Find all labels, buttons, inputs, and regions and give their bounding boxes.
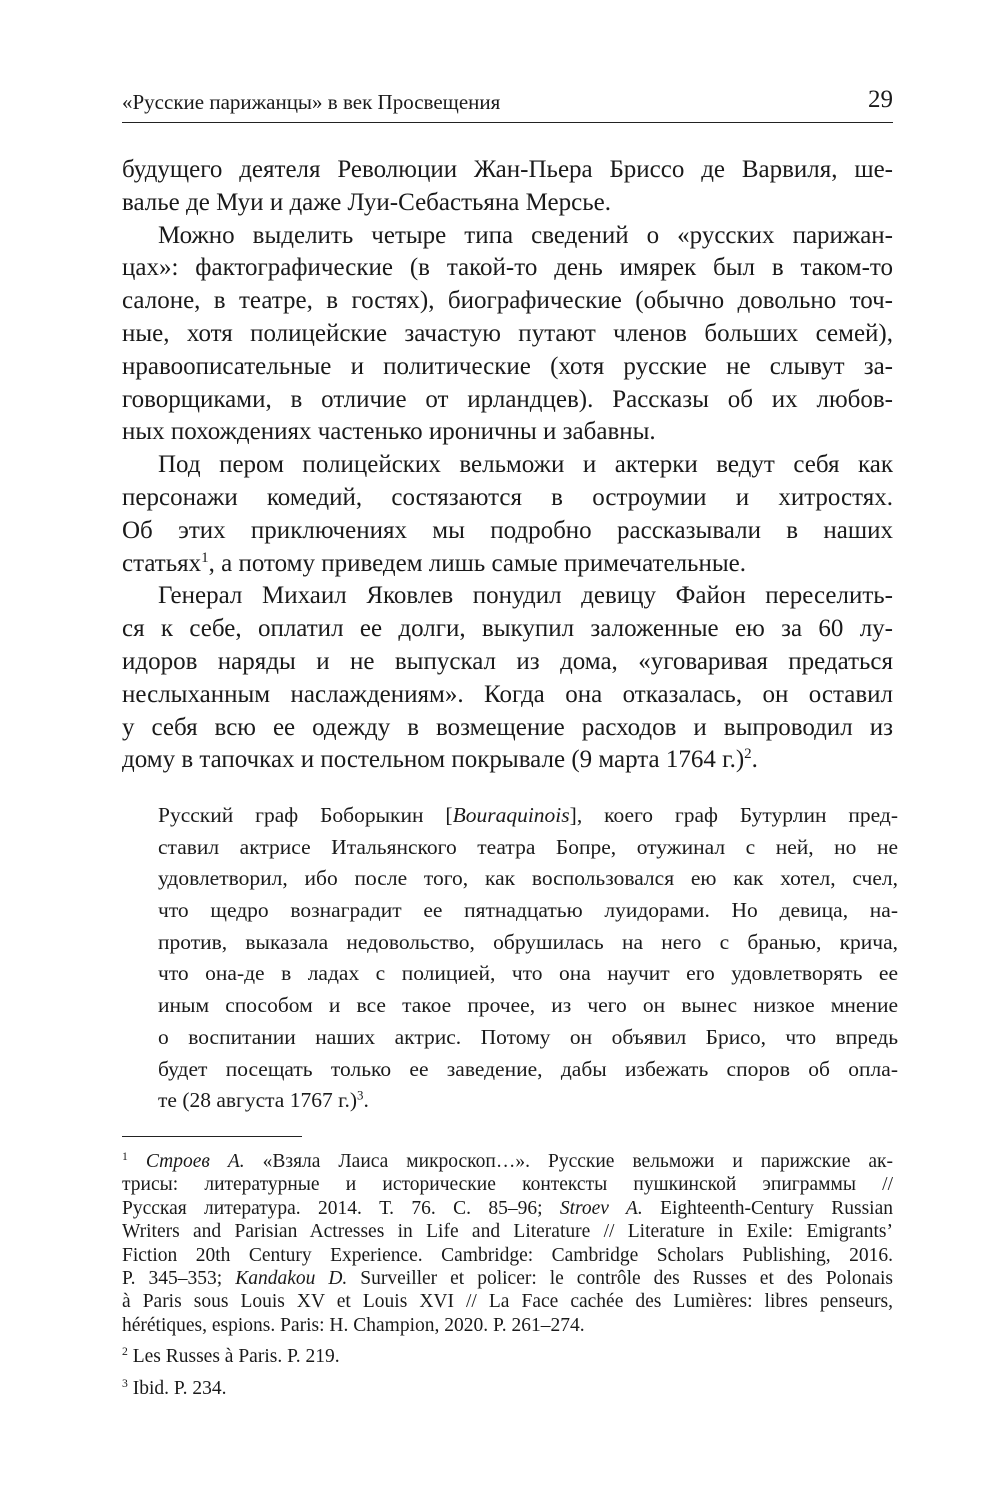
body-line (122, 384, 893, 417)
body-line (122, 482, 893, 515)
quote-line (158, 1085, 898, 1117)
footnotes-line (122, 1244, 893, 1267)
quote-line (158, 927, 898, 959)
text: нравоописательные и политические (хотя русские не слывут за- (122, 352, 893, 380)
text: будет посещать только ее заведение, дабы избежать споров об опла- (158, 1056, 898, 1081)
footnotes-line (122, 1377, 893, 1400)
body-line (122, 187, 893, 220)
running-header (122, 88, 893, 123)
text: о воспитании наших актрис. Потому он объявил Брисо, что впредь (158, 1024, 898, 1049)
body-line (122, 252, 893, 285)
text: Под пером полицейских вельможи и актерки ведут себя как (158, 451, 893, 479)
footnote-ref: 2 (744, 746, 752, 763)
text: против, выказала недовольство, обрушилась на него с бранью, крича, (158, 929, 898, 954)
text: будущего деятеля Революции Жан-Пьера Бриссо де Варвиля, ше- (122, 156, 893, 183)
text: «Взяла Лаиса микроскоп…». Русские вельможи и парижские ак- (244, 1151, 893, 1172)
italic-text: Kandakou D. (235, 1267, 348, 1289)
body-line (122, 351, 893, 384)
text: Об этих приключениях мы подробно рассказывали в наших (122, 516, 893, 544)
body-line (122, 712, 893, 745)
main-text (122, 154, 893, 777)
text: , а потому приведем лишь самые примечательные. (208, 549, 746, 577)
text: персонажи комедий, состязаются в остроумии и хитростях. (122, 483, 893, 511)
footnote-divider (122, 1136, 302, 1137)
text: ные, хотя полицейские зачастую путают членов больших семей), (122, 319, 893, 347)
body-line (122, 744, 893, 777)
text: hérétiques, espions. Paris: H. Champion, 2020. P. 261–274. (122, 1314, 585, 1336)
footnotes-line (122, 1290, 893, 1313)
quote-line (158, 958, 898, 990)
text: иным способом и все такое прочее, из чего он вынес низкое мнение (158, 993, 898, 1018)
italic-text: Строев А. (145, 1151, 245, 1172)
page-number: 29 (868, 86, 893, 113)
text: валье де Муи и даже Луи-Себастьяна Мерсье. (122, 188, 611, 216)
text: Writers and Parisian Actresses in Life and Literature // Literature in Exile: Emigrants’ (122, 1221, 893, 1243)
block-quote (158, 800, 898, 1117)
text (128, 1151, 146, 1172)
body-line (122, 580, 893, 613)
text: ных похождениях частенько ироничны и забавны. (122, 418, 656, 446)
body-line (122, 220, 893, 253)
text: Surveiller et policer: le contrôle des Russes et des Polonais (347, 1267, 893, 1289)
text: статьях (122, 549, 202, 577)
quote-line (158, 800, 898, 832)
text: говорщиками, в отличие от ирландцев). Рассказы об их любов- (122, 385, 893, 413)
text: те (28 августа 1767 г.) (158, 1088, 358, 1113)
text: Ibid. P. 234. (127, 1377, 227, 1399)
text: Можно выделить четыре типа сведений о «русских парижан- (158, 221, 893, 249)
footnote-ref: 3 (122, 1376, 128, 1390)
text: . (751, 746, 758, 774)
body-line (122, 679, 893, 712)
text: салоне, в театре, в гостях), биографические (обычно довольно точ- (122, 287, 893, 315)
footnotes-line (122, 1220, 893, 1243)
text: ся к себе, оплатил ее долги, выкупил заложенные ею за 60 лу- (122, 615, 893, 643)
quote-line (158, 1054, 898, 1086)
text: что она-де в ладах с полицией, что она научит его удовлетворять ее (158, 961, 898, 986)
text: трисы: литературные и исторические контексты пушкинской эпиграммы // (122, 1174, 893, 1196)
footnotes-line (122, 1314, 893, 1337)
text: P. 345–353; (122, 1267, 236, 1289)
body-line (122, 318, 893, 351)
body-line (122, 285, 893, 318)
text: дому в тапочках и постельном покрывале (9 марта 1764 г.) (122, 746, 745, 774)
italic-text: Stroev A. (559, 1197, 643, 1219)
text: à Paris sous Louis XV et Louis XVI // La Face cachée des Lumières: libres penseurs, (122, 1291, 893, 1313)
text: Les Russes à Paris. P. 219. (127, 1346, 340, 1368)
text: неслыханным наслаждениям». Когда она отказалась, он оставил (122, 680, 893, 708)
footnote-ref: 1 (122, 1149, 128, 1163)
text: Русская литература. 2014. Т. 76. С. 85–96; (122, 1197, 560, 1219)
text: идоров наряды и не выпускал из дома, «уговаривая предаться (122, 647, 893, 675)
footnotes-line (122, 1197, 893, 1220)
text: что щедро вознаградит ее пятнадцатью луидорами. Но девица, на- (158, 898, 898, 923)
footnote-ref: 3 (357, 1088, 364, 1103)
body-line (122, 416, 893, 449)
text: Fiction 20th Century Experience. Cambridge: Cambridge Scholars Publishing, 2016. (122, 1244, 893, 1266)
text: у себя всю ее одежду в возмещение расходов и выпроводил из (122, 713, 893, 741)
body-line (122, 613, 893, 646)
body-line (122, 154, 893, 187)
running-title: «Русские парижанцы» в век Просвещения (122, 90, 501, 114)
body-line (122, 646, 893, 679)
italic-text: Bouraquinois (452, 803, 570, 827)
footnotes (122, 1150, 893, 1400)
footnotes-line (122, 1345, 893, 1368)
quote-line (158, 832, 898, 864)
quote-line (158, 1022, 898, 1054)
quote-line (158, 863, 898, 895)
footnote-ref: 2 (122, 1345, 128, 1359)
text: Русский граф Боборыкин [ (158, 803, 453, 827)
text: удовлетворил, ибо после того, как воспользовался ею как хотел, счел, (158, 866, 898, 891)
footnotes-line (122, 1150, 893, 1173)
text: ], коего граф Бутурлин пред- (569, 803, 898, 827)
quote-line (158, 895, 898, 927)
footnotes-line (122, 1267, 893, 1290)
text: цах»: фактографические (в такой-то день имярек был в таком-то (122, 254, 893, 282)
text: . (363, 1088, 369, 1113)
footnotes-line (122, 1173, 893, 1196)
quote-line (158, 990, 898, 1022)
body-line (122, 449, 893, 482)
body-line (122, 515, 893, 548)
text: Eighteenth-Century Russian (642, 1197, 893, 1219)
text: ставил актрисе Итальянского театра Бопре, отужинал с ней, но не (158, 834, 898, 859)
text: Генерал Михаил Яковлев понудил девицу Файон переселить- (158, 582, 893, 610)
body-line (122, 548, 893, 581)
footnote-ref: 1 (201, 549, 209, 566)
